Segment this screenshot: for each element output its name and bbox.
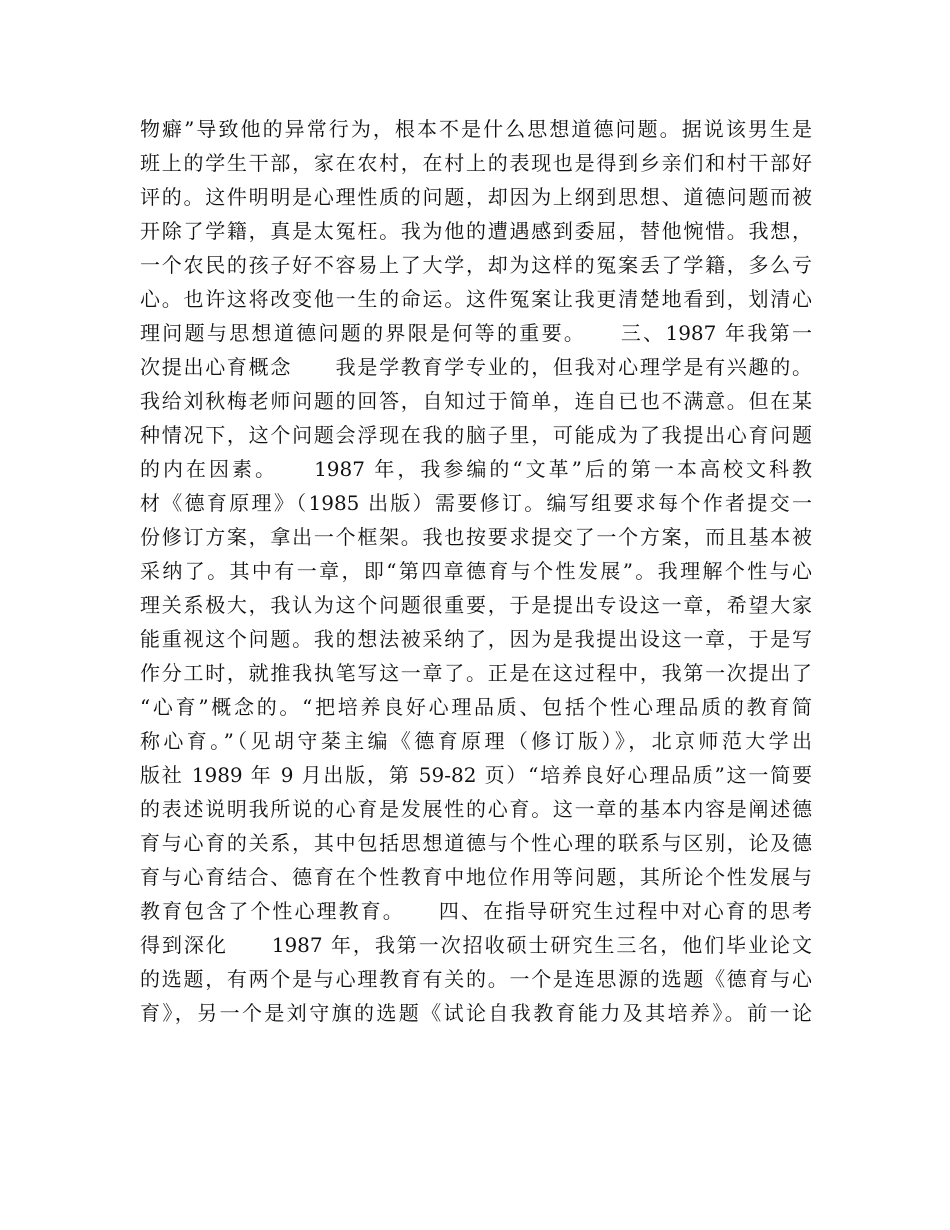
text-line: 理问题与思想道德问题的界限是何等的重要。 三、1987 年我第一: [140, 321, 812, 345]
text-line: 育》，另一个是刘守旗的选题《试论自我教育能力及其培养》。前一论: [140, 1001, 812, 1025]
text-line: 育与心育的关系，其中包括思想道德与个性心理的联系与区别，论及德: [140, 831, 812, 855]
text-line: 的内在因素。 1987 年，我参编的“文革”后的第一本高校文科教: [140, 457, 812, 481]
text-line: “心育”概念的。“把培养良好心理品质、包括个性心理品质的教育简: [140, 695, 812, 719]
text-line: 的表述说明我所说的心育是发展性的心育。这一章的基本内容是阐述德: [140, 797, 812, 821]
text-line: 理关系极大，我认为这个问题很重要，于是提出专设这一章，希望大家: [140, 593, 812, 617]
text-line: 教育包含了个性心理教育。 四、在指导研究生过程中对心育的思考: [140, 899, 812, 923]
text-line: 物癖”导致他的异常行为，根本不是什么思想道德问题。据说该男生是: [140, 117, 812, 141]
text-line: 评的。这件明明是心理性质的问题，却因为上纲到思想、道德问题而被: [140, 185, 812, 209]
text-line: 一个农民的孩子好不容易上了大学，却为这样的冤案丢了学籍，多么亏: [140, 253, 812, 277]
text-line: 能重视这个问题。我的想法被采纳了，因为是我提出设这一章，于是写: [140, 627, 812, 651]
text-line: 育与心育结合、德育在个性教育中地位作用等问题，其所论个性发展与: [140, 865, 812, 889]
text-line: 得到深化 1987 年，我第一次招收硕士研究生三名，他们毕业论文: [140, 933, 812, 957]
text-line: 班上的学生干部，家在农村，在村上的表现也是得到乡亲们和村干部好: [140, 151, 812, 175]
text-line: 开除了学籍，真是太冤枉。我为他的遭遇感到委屈，替他惋惜。我想，: [140, 219, 812, 243]
text-line: 采纳了。其中有一章，即“第四章德育与个性发展”。我理解个性与心: [140, 559, 812, 583]
text-line: 的选题，有两个是与心理教育有关的。一个是连思源的选题《德育与心: [140, 967, 812, 991]
text-line: 次提出心育概念 我是学教育学专业的，但我对心理学是有兴趣的。: [140, 355, 812, 379]
text-line: 我给刘秋梅老师问题的回答，自知过于简单，连自已也不满意。但在某: [140, 389, 812, 413]
text-line: 种情况下，这个问题会浮现在我的脑子里，可能成为了我提出心育问题: [140, 423, 812, 447]
text-line: 心。也许这将改变他一生的命运。这件冤案让我更清楚地看到，划清心: [140, 287, 812, 311]
text-line: 材《德育原理》（1985 出版）需要修订。编写组要求每个作者提交一: [140, 491, 812, 515]
text-line: 份修订方案，拿出一个框架。我也按要求提交了一个方案，而且基本被: [140, 525, 812, 549]
text-line: 作分工时，就推我执笔写这一章了。正是在这过程中，我第一次提出了: [140, 661, 812, 685]
text-line: 称心育。”（见胡守棻主编《德育原理（修订版）》，北京师范大学出: [140, 729, 812, 753]
text-line: 版社 1989 年 9 月出版，第 59-82 页）“培养良好心理品质”这一简要: [140, 763, 812, 787]
